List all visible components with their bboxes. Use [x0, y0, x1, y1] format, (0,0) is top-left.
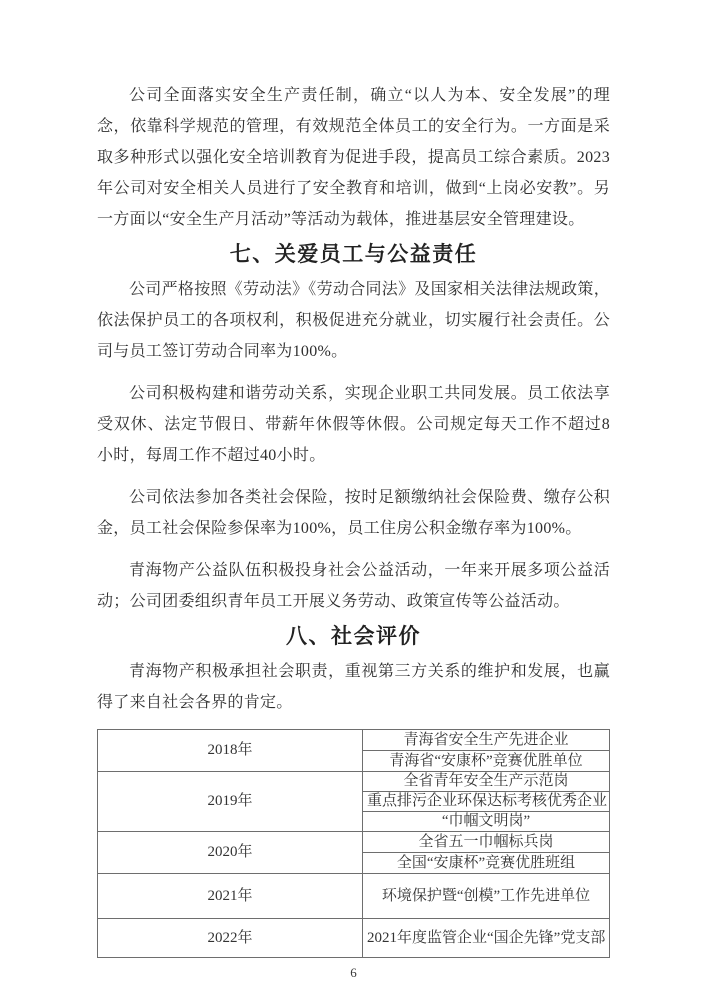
heading-employee-care: 七、关爱员工与公益责任 [229, 243, 478, 266]
awards-table [97, 729, 610, 958]
award-cell: 环境保护暨“创模”工作先进单位 [363, 874, 610, 919]
table-row [98, 919, 610, 958]
paragraph-safety-production: 公司全面落实安全生产责任制，确立“以人为本、安全发展”的理念，依靠科学规范的管理，有效规范全体员工的安全行为。一方面是采取多种形式以强化安全培训教育为促进手段，提高员工综合素质。2023年公司对安全相关人员进行了安全教育和培训，做到“上岗必安教”。另一方面以“安全生产月活动”等活动为载体，推进基层安全管理建设。 [97, 87, 610, 228]
page-number: 6 [350, 965, 357, 980]
table-row [98, 832, 610, 853]
year-cell-2021: 2021年 [98, 874, 363, 919]
table-row [98, 730, 610, 751]
year-cell-2018: 2018年 [98, 730, 363, 772]
year-cell-2020: 2020年 [98, 832, 363, 874]
award-cell: 全省五一巾帼标兵岗 [363, 832, 610, 853]
paragraph-labor-relations: 公司积极构建和谐劳动关系，实现企业职工共同发展。员工依法享受双休、法定节假日、带薪年休假等休假。公司规定每天工作不超过8小时，每周工作不超过40小时。 [97, 385, 610, 464]
year-cell-2019: 2019年 [98, 772, 363, 832]
award-cell: 青海省安全生产先进企业 [363, 730, 610, 751]
paragraph-social-recognition: 青海物产积极承担社会职责，重视第三方关系的维护和发展，也赢得了来自社会各界的肯定。 [97, 663, 610, 711]
table-row [98, 874, 610, 919]
award-cell: 全国“安康杯”竞赛优胜班组 [363, 853, 610, 874]
year-cell-2022: 2022年 [98, 919, 363, 958]
paragraph-public-welfare: 青海物产公益队伍积极投身社会公益活动，一年来开展多项公益活动；公司团委组织青年员工开展义务劳动、政策宣传等公益活动。 [97, 562, 610, 610]
award-cell: 全省青年安全生产示范岗 [363, 772, 610, 792]
award-cell: 重点排污企业环保达标考核优秀企业 [363, 792, 610, 812]
paragraph-social-insurance: 公司依法参加各类社会保险，按时足额缴纳社会保险费、缴存公积金，员工社会保险参保率为100%，员工住房公积金缴存率为100%。 [97, 489, 610, 537]
award-cell: 青海省“安康杯”竞赛优胜单位 [363, 751, 610, 772]
heading-social-evaluation: 八、社会评价 [286, 625, 421, 648]
award-cell: “巾帼文明岗” [363, 812, 610, 832]
paragraph-labor-law: 公司严格按照《劳动法》《劳动合同法》及国家相关法律法规政策，依法保护员工的各项权利，积极促进充分就业，切实履行社会责任。公司与员工签订劳动合同率为100%。 [97, 281, 611, 360]
award-cell: 2021年度监管企业“国企先锋”党支部 [363, 919, 610, 958]
table-row [98, 772, 610, 792]
